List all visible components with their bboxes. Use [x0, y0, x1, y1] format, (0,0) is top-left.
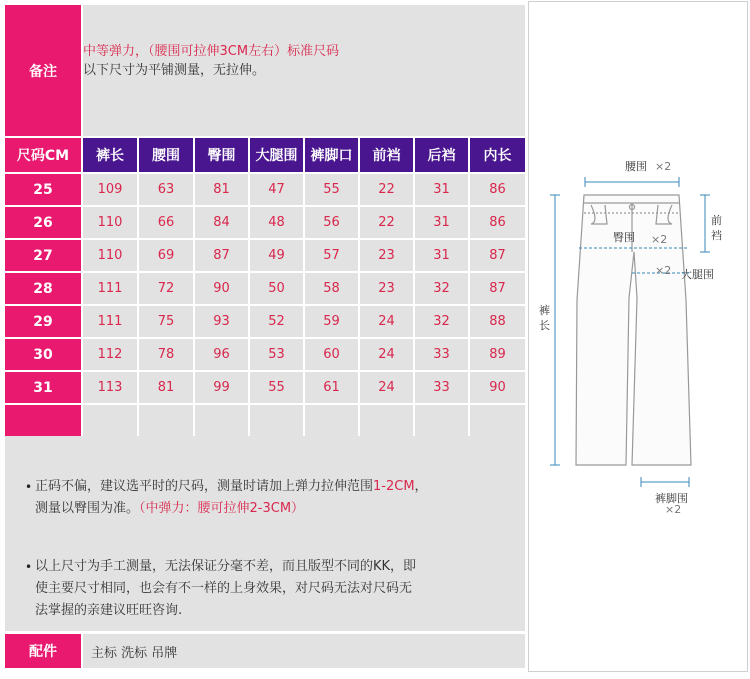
size-label-cell: 30: [5, 339, 81, 370]
table-cell-waist: 66: [139, 207, 193, 238]
hem-x2: ×2: [665, 503, 682, 516]
table-cell-inseam: 88: [470, 306, 525, 337]
hip-x2: ×2: [651, 233, 668, 246]
note-2-line-3: 法掌握的亲建议旺旺咨询.: [35, 603, 183, 618]
table-cell-inseam: 87: [470, 240, 525, 271]
accessories-value: 主标 洗标 吊牌: [83, 634, 525, 668]
notes-section: [5, 436, 525, 631]
table-cell-waist: 81: [139, 372, 193, 403]
header-thigh: 大腿围: [250, 138, 303, 172]
remark-label: 备注: [5, 5, 81, 136]
table-cell-hip: [195, 405, 248, 436]
table-cell-length: 112: [83, 339, 137, 370]
table-cell-thigh: 52: [250, 306, 303, 337]
note-1: [25, 476, 455, 520]
waist-x2: ×2: [655, 160, 672, 173]
header-front-rise: 前裆: [360, 138, 413, 172]
table-cell-waist: 72: [139, 273, 193, 304]
header-hip: 臀围: [195, 138, 248, 172]
table-cell-back-rise: 31: [415, 207, 468, 238]
size-label-cell: [5, 405, 81, 436]
table-cell-front-rise: 24: [360, 339, 413, 370]
table-cell-hem: 58: [305, 273, 358, 304]
table-cell-hip: 81: [195, 174, 248, 205]
table-cell-front-rise: 24: [360, 306, 413, 337]
header-length: 裤长: [83, 138, 137, 172]
waist-label: 腰围: [625, 160, 647, 173]
table-cell-thigh: 55: [250, 372, 303, 403]
header-inseam: 内长: [470, 138, 525, 172]
table-cell-back-rise: 31: [415, 174, 468, 205]
table-cell-thigh: 53: [250, 339, 303, 370]
table-cell-front-rise: 23: [360, 273, 413, 304]
table-cell-length: [83, 405, 137, 436]
pants-measurement-diagram: [528, 1, 748, 672]
remark-line-1: 中等弹力，（腰围可拉伸3CM左右）标准尺码: [83, 44, 340, 59]
size-label-cell: 31: [5, 372, 81, 403]
table-cell-waist: 63: [139, 174, 193, 205]
table-cell-hem: 61: [305, 372, 358, 403]
table-cell-inseam: [470, 405, 525, 436]
table-cell-hip: 84: [195, 207, 248, 238]
table-cell-length: 110: [83, 240, 137, 271]
table-cell-hip: 93: [195, 306, 248, 337]
table-cell-back-rise: 33: [415, 372, 468, 403]
table-cell-length: 111: [83, 273, 137, 304]
thigh-x2: ×2: [655, 264, 672, 277]
header-size: 尺码CM: [5, 138, 81, 172]
header-hem: 裤脚口: [305, 138, 358, 172]
remark-body: [83, 5, 525, 136]
table-cell-hem: 55: [305, 174, 358, 205]
hem-label: 裤脚围: [655, 492, 688, 505]
size-label-cell: 27: [5, 240, 81, 271]
table-cell-back-rise: 32: [415, 306, 468, 337]
front-rise-label-2: 裆: [711, 229, 722, 242]
table-cell-back-rise: [415, 405, 468, 436]
table-cell-length: 109: [83, 174, 137, 205]
table-cell-waist: 75: [139, 306, 193, 337]
note-1-comma: ，: [414, 479, 428, 494]
table-cell-thigh: 48: [250, 207, 303, 238]
table-cell-thigh: 49: [250, 240, 303, 271]
table-cell-inseam: 86: [470, 207, 525, 238]
table-cell-waist: [139, 405, 193, 436]
table-cell-thigh: 50: [250, 273, 303, 304]
size-chart-panel: [5, 5, 525, 668]
table-cell-inseam: 89: [470, 339, 525, 370]
table-cell-hem: 56: [305, 207, 358, 238]
table-cell-front-rise: 23: [360, 240, 413, 271]
note-2-line-1: 以上尺寸为手工测量，无法保证分毫不差，而且版型不同的KK，即: [35, 559, 417, 574]
length-label-1: 裤: [539, 304, 550, 317]
note-1-text: 正码不偏，建议选平时的尺码，测量时请加上弹力拉伸范围: [35, 479, 374, 494]
header-waist: 腰围: [139, 138, 193, 172]
size-label-cell: 26: [5, 207, 81, 238]
note-1-hip-text: 测量以臀围为准。: [35, 501, 140, 516]
table-cell-front-rise: 22: [360, 174, 413, 205]
note-1-stretch-range: 1-2CM: [373, 479, 415, 494]
table-cell-back-rise: 32: [415, 273, 468, 304]
table-cell-inseam: 87: [470, 273, 525, 304]
table-cell-hip: 90: [195, 273, 248, 304]
accessories-label: 配件: [5, 634, 81, 668]
table-cell-hip: 96: [195, 339, 248, 370]
remark-line-2: 以下尺寸为平铺测量，无拉伸。: [83, 63, 266, 78]
table-cell-thigh: [250, 405, 303, 436]
thigh-label: 大腿围: [681, 268, 714, 281]
table-cell-length: 111: [83, 306, 137, 337]
table-cell-front-rise: 22: [360, 207, 413, 238]
size-label-cell: 28: [5, 273, 81, 304]
table-cell-waist: 69: [139, 240, 193, 271]
table-cell-inseam: 86: [470, 174, 525, 205]
header-back-rise: 后裆: [415, 138, 468, 172]
note-1-stretch-note: （中弹力：腰可拉伸2-3CM）: [139, 501, 305, 516]
table-cell-hem: 60: [305, 339, 358, 370]
table-cell-hip: 99: [195, 372, 248, 403]
table-cell-length: 113: [83, 372, 137, 403]
table-cell-hip: 87: [195, 240, 248, 271]
table-cell-waist: 78: [139, 339, 193, 370]
bullet-icon: •: [25, 480, 33, 494]
table-cell-inseam: 90: [470, 372, 525, 403]
front-rise-label-1: 前: [711, 214, 722, 227]
table-cell-length: 110: [83, 207, 137, 238]
length-label-2: 长: [539, 319, 550, 332]
table-cell-hem: 57: [305, 240, 358, 271]
note-2: [25, 556, 455, 622]
size-label-cell: 29: [5, 306, 81, 337]
table-cell-hem: [305, 405, 358, 436]
bullet-icon: •: [25, 560, 33, 574]
hip-label: 臀围: [613, 231, 635, 244]
table-cell-thigh: 47: [250, 174, 303, 205]
pants-illustration: [529, 2, 749, 673]
table-cell-front-rise: 24: [360, 372, 413, 403]
size-label-cell: 25: [5, 174, 81, 205]
table-cell-back-rise: 33: [415, 339, 468, 370]
note-2-line-2: 使主要尺寸相同，也会有不一样的上身效果，对尺码无法对尺码无: [35, 581, 413, 596]
table-cell-hem: 59: [305, 306, 358, 337]
table-cell-back-rise: 31: [415, 240, 468, 271]
table-cell-front-rise: [360, 405, 413, 436]
